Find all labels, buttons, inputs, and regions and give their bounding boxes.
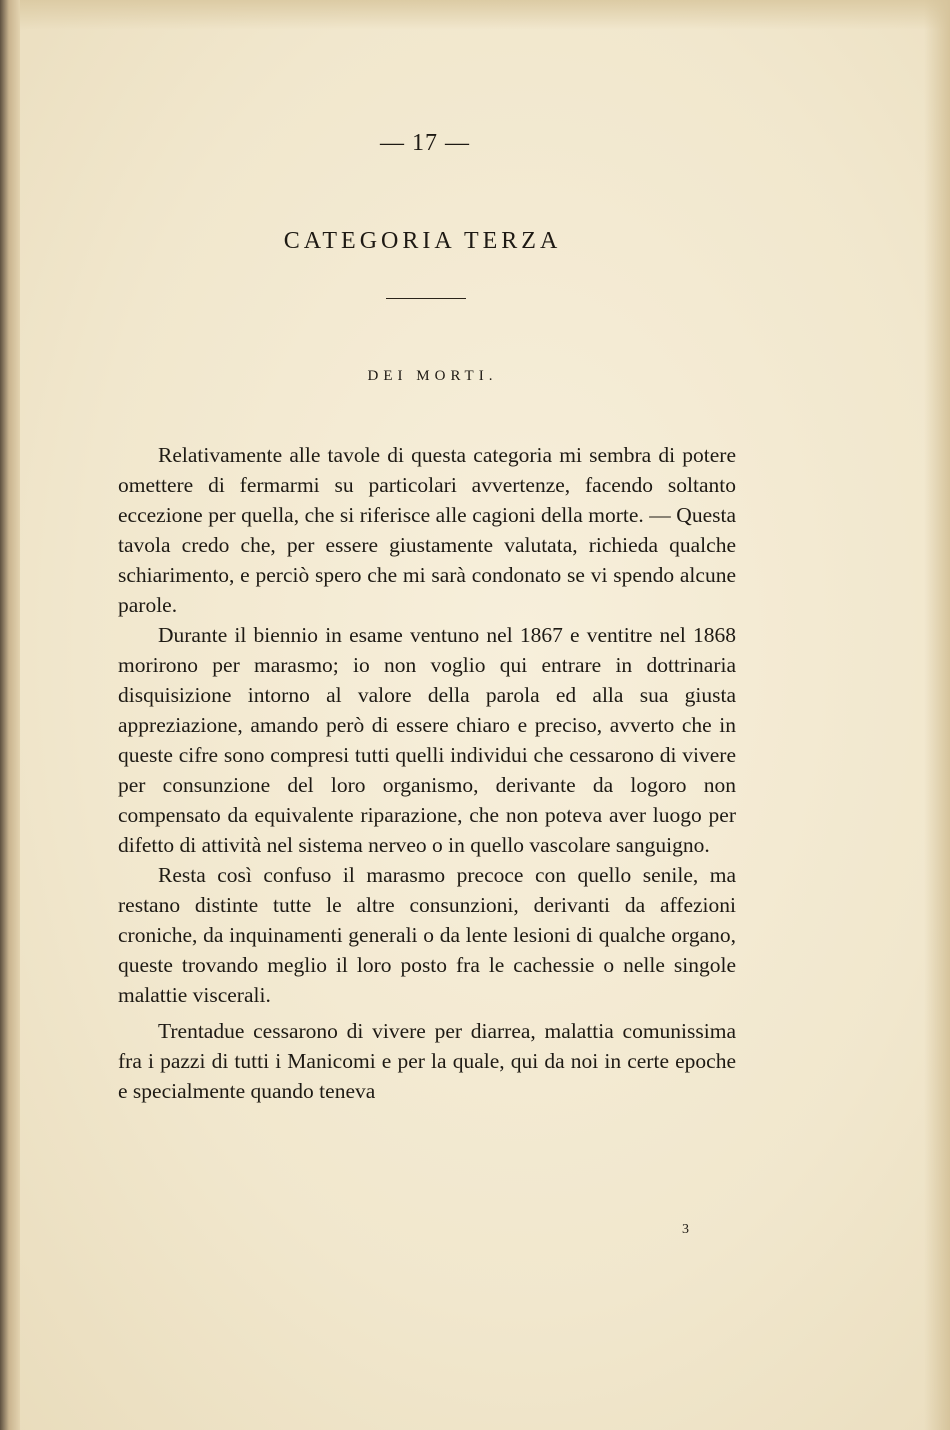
paragraph: Resta così confuso il marasmo precoce con quello senile, ma restano distinte tutte le altre consunzioni, derivanti da affezioni croniche, da inquinamenti generali o da lente lesioni di qualche organo, queste trovando meglio il loro posto fra le cachessie o nelle singole malattie viscerali.	[118, 863, 736, 1007]
paragraph: Durante il biennio in esame ventuno nel 1867 e ventitre nel 1868 morirono per marasmo; io non voglio qui entrare in dottrinaria disquisizione intorno al valore della parola ed alla sua giusta appreziazione, amando però di essere chiaro e preciso, avverto che in queste cifre sono compresi tutti quelli individui che cessarono di vivere per consunzione del loro organismo, derivante da logoro non compensato da equivalente riparazione, che non poteva aver luogo per difetto di attività nel sistema nerveo o in quello vascolare sanguigno.	[118, 623, 736, 857]
chapter-title: CATEGORIA TERZA	[283, 228, 562, 254]
body-text	[118, 440, 736, 1106]
paper-edge-top	[20, 0, 950, 30]
book-binding-edge	[0, 0, 20, 1430]
section-subtitle: DEI MORTI.	[367, 368, 498, 384]
signature-mark: 3	[682, 1222, 689, 1237]
paragraph: Relativamente alle tavole di questa categoria mi sembra di potere omettere di fermarmi su particolari avvertenze, facendo soltanto eccezione per quella, che si riferisce alle cagioni della morte. — Questa tavola credo che, per essere giustamente valutata, richieda qualche schiarimento, e perciò spero che mi sarà condonato se vi spendo alcune parole.	[118, 443, 736, 617]
paragraph: Trentadue cessarono di vivere per diarrea, malattia comunissima fra i pazzi di tutti i Manicomi e per la quale, qui da noi in certe epoche e specialmente quando teneva	[118, 1019, 736, 1103]
page-number: — 17 —	[380, 130, 470, 156]
title-divider	[386, 298, 466, 299]
paper-edge-right	[924, 0, 950, 1430]
